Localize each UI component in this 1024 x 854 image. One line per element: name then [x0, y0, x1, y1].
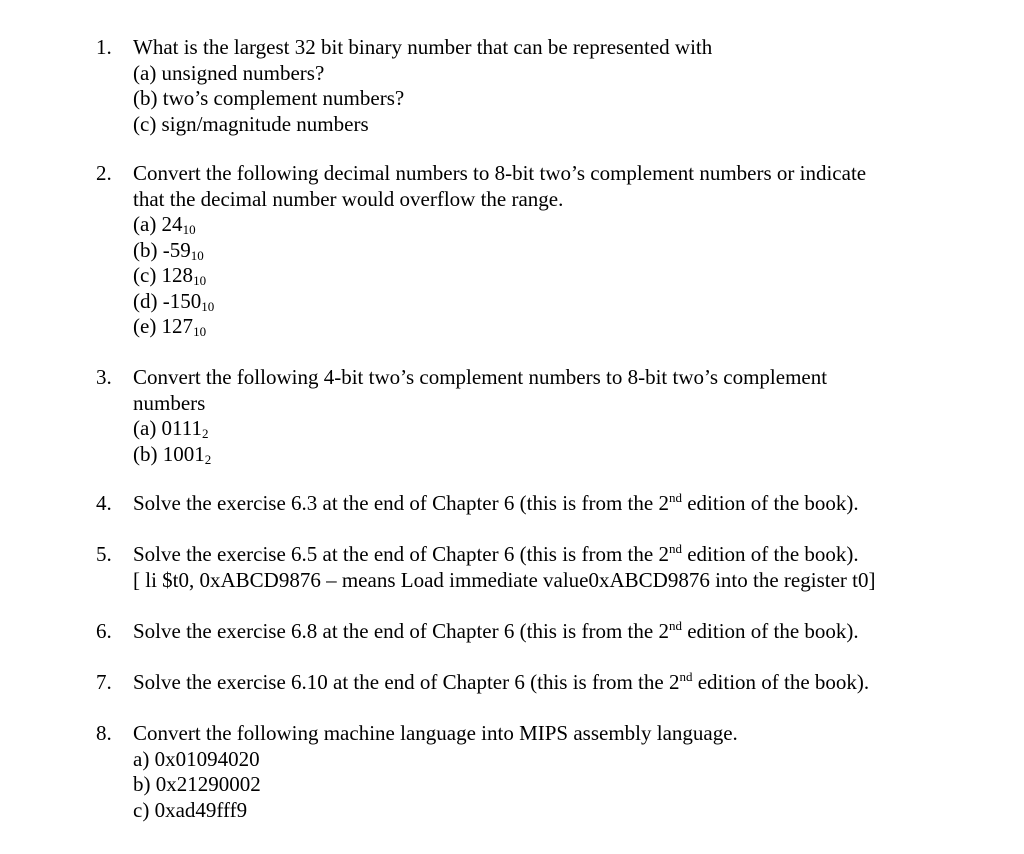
- subitem-label: (a) 24: [133, 212, 183, 236]
- question-text-start: Solve the exercise 6.3 at the end of Chapter 6 (this is from the 2: [133, 491, 669, 515]
- question-text-end: edition of the book).: [681, 542, 859, 566]
- question-subitem: c) 0xad49fff9: [133, 797, 248, 822]
- base-subscript: 10: [201, 298, 215, 314]
- question-text: [133, 670, 996, 696]
- question-2: [96, 161, 996, 340]
- subitem-label: (a) 0111: [133, 416, 202, 440]
- question-text: Convert the following decimal numbers to 8-bit two’s complement numbers or indicate: [133, 161, 867, 185]
- subitem-label: (b) -59: [133, 237, 191, 262]
- question-number: 4.: [96, 491, 112, 515]
- question-3: [96, 365, 996, 467]
- question-note: [ li $t0, 0xABCD9876 – means Load immediate value0xABCD9876 into the register t0]: [133, 567, 876, 592]
- question-text: Convert the following 4-bit two’s complement numbers to 8-bit two’s complement: [133, 365, 828, 389]
- question-subitem: [133, 238, 996, 264]
- base-subscript: 2: [202, 426, 209, 441]
- ordinal-suffix: nd: [668, 618, 682, 633]
- subitem-label: (b) 1001: [133, 441, 205, 466]
- ordinal-suffix: nd: [668, 490, 682, 505]
- question-text-start: Solve the exercise 6.8 at the end of Chapter 6 (this is from the 2: [133, 619, 669, 643]
- question-text-start: Solve the exercise 6.5 at the end of Chapter 6 (this is from the 2: [133, 542, 669, 566]
- question-subitem: (a) unsigned numbers?: [133, 60, 325, 85]
- question-text: that the decimal number would overflow the range.: [133, 186, 564, 211]
- question-text-end: edition of the book).: [681, 491, 859, 515]
- base-subscript: 10: [190, 247, 204, 263]
- question-6: [96, 619, 996, 645]
- question-5: [96, 542, 996, 593]
- question-subitem: [133, 263, 996, 289]
- subitem-label: (e) 127: [133, 314, 194, 338]
- question-subitem: [133, 442, 996, 468]
- question-text: What is the largest 32 bit binary number that can be represented with: [133, 35, 713, 59]
- question-text: [133, 491, 996, 517]
- question-subitem: [133, 416, 996, 442]
- question-subitem: a) 0x01094020: [133, 746, 260, 771]
- question-number: 6.: [96, 619, 112, 643]
- question-subitem: (b) two’s complement numbers?: [133, 86, 405, 110]
- question-number: 2.: [96, 161, 112, 185]
- question-text: [133, 542, 996, 568]
- base-subscript: 2: [204, 451, 212, 467]
- base-subscript: 10: [182, 222, 196, 237]
- question-text-end: edition of the book).: [681, 619, 859, 643]
- ordinal-suffix: nd: [679, 669, 693, 684]
- question-subitem: [133, 314, 996, 340]
- question-text-start: Solve the exercise 6.10 at the end of Chapter 6 (this is from the 2: [133, 670, 680, 694]
- base-subscript: 10: [193, 324, 207, 339]
- question-text: [133, 619, 996, 645]
- question-subitem: (c) sign/magnitude numbers: [133, 111, 369, 136]
- question-number: 8.: [96, 721, 112, 745]
- ordinal-suffix: nd: [668, 541, 682, 556]
- question-number: 1.: [96, 35, 112, 59]
- question-text: Convert the following machine language into MIPS assembly language.: [133, 721, 738, 745]
- question-text: numbers: [133, 390, 206, 415]
- question-8: [96, 721, 996, 823]
- question-subitem: b) 0x21290002: [133, 772, 261, 796]
- question-number: 5.: [96, 542, 112, 566]
- question-7: [96, 670, 996, 696]
- question-number: 7.: [96, 670, 112, 694]
- question-subitem: [133, 289, 996, 315]
- question-1: [96, 35, 996, 137]
- subitem-label: (d) -150: [133, 288, 202, 313]
- question-number: 3.: [96, 365, 112, 389]
- subitem-label: (c) 128: [133, 263, 194, 287]
- base-subscript: 10: [193, 273, 207, 288]
- question-text-end: edition of the book).: [692, 670, 870, 694]
- question-4: [96, 491, 996, 517]
- question-subitem: [133, 212, 996, 238]
